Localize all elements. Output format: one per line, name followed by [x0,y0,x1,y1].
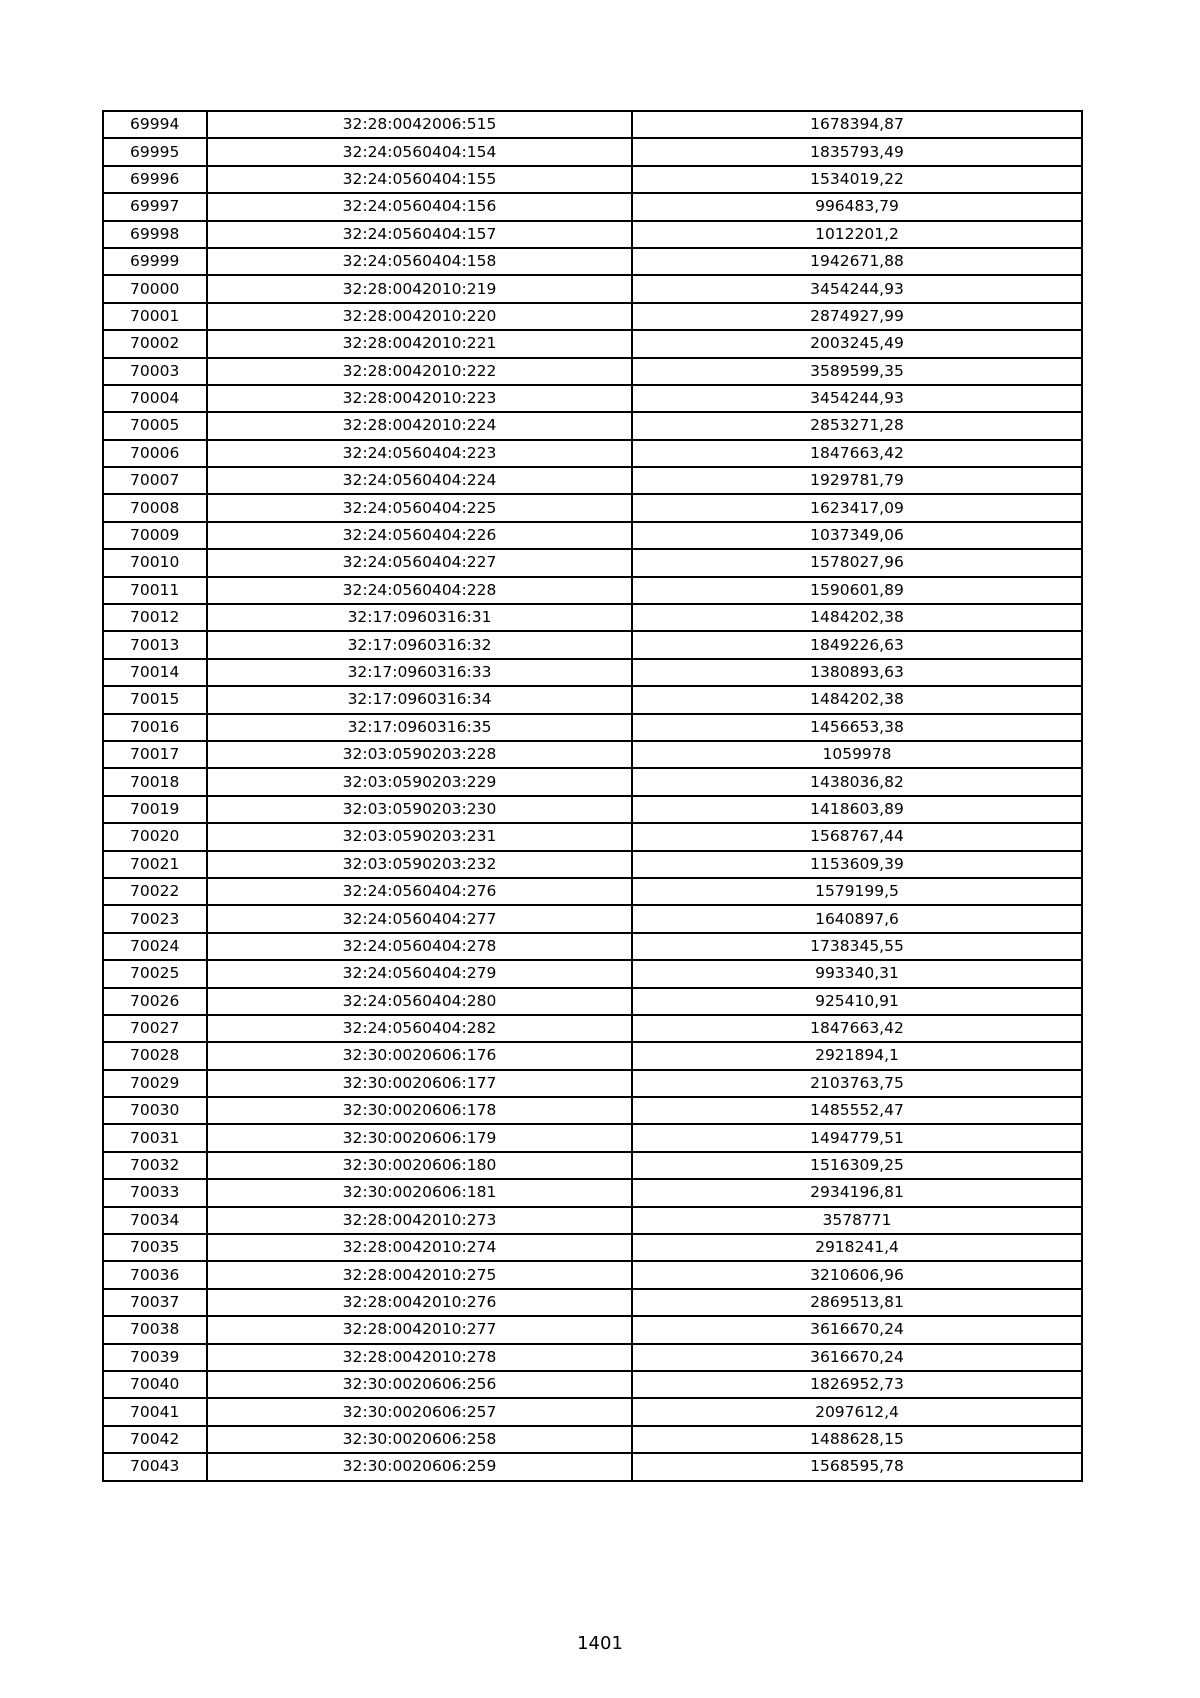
table-row [103,1371,1082,1398]
cadastral-value-cell: 1942671,88 [632,248,1082,275]
row-number-cell: 70030 [103,1097,207,1124]
cadastral-number-cell: 32:24:0560404:278 [207,933,632,960]
row-number-cell: 69998 [103,221,207,248]
row-number-cell: 69997 [103,193,207,220]
cadastral-number-cell: 32:28:0042010:277 [207,1316,632,1343]
row-number-cell: 70038 [103,1316,207,1343]
table-row [103,1234,1082,1261]
cadastral-value-cell: 1578027,96 [632,549,1082,576]
cadastral-number-cell: 32:28:0042010:221 [207,330,632,357]
row-number-cell: 70036 [103,1261,207,1288]
row-number-cell: 70006 [103,440,207,467]
row-number-cell: 70026 [103,988,207,1015]
table-row [103,385,1082,412]
cadastral-number-cell: 32:17:0960316:34 [207,686,632,713]
cadastral-value-cell: 1579199,5 [632,878,1082,905]
table-row [103,138,1082,165]
cadastral-number-cell: 32:28:0042010:220 [207,303,632,330]
cadastral-number-cell: 32:28:0042010:224 [207,412,632,439]
cadastral-number-cell: 32:24:0560404:282 [207,1015,632,1042]
table-row [103,1124,1082,1151]
cadastral-value-cell: 1568595,78 [632,1453,1082,1480]
table-row [103,659,1082,686]
table-row [103,303,1082,330]
cadastral-number-cell: 32:17:0960316:33 [207,659,632,686]
cadastral-value-cell: 1456653,38 [632,714,1082,741]
cadastral-value-cell: 3616670,24 [632,1344,1082,1371]
row-number-cell: 70012 [103,604,207,631]
cadastral-value-cell: 2003245,49 [632,330,1082,357]
row-number-cell: 70021 [103,851,207,878]
cadastral-number-cell: 32:03:0590203:228 [207,741,632,768]
table-row [103,905,1082,932]
table-row [103,1289,1082,1316]
cadastral-number-cell: 32:24:0560404:277 [207,905,632,932]
cadastral-value-cell: 1516309,25 [632,1152,1082,1179]
cadastral-number-cell: 32:03:0590203:232 [207,851,632,878]
cadastral-number-cell: 32:28:0042010:219 [207,275,632,302]
cadastral-number-cell: 32:28:0042006:515 [207,111,632,138]
cadastral-number-cell: 32:28:0042010:223 [207,385,632,412]
table-row [103,1344,1082,1371]
row-number-cell: 70033 [103,1179,207,1206]
cadastral-value-cell: 1534019,22 [632,166,1082,193]
table-row [103,741,1082,768]
cadastral-number-cell: 32:24:0560404:227 [207,549,632,576]
row-number-cell: 69995 [103,138,207,165]
cadastral-number-cell: 32:24:0560404:223 [207,440,632,467]
cadastral-value-cell: 1488628,15 [632,1426,1082,1453]
row-number-cell: 69999 [103,248,207,275]
table-row [103,714,1082,741]
cadastral-value-cell: 1847663,42 [632,1015,1082,1042]
cadastral-value-cell: 1059978 [632,741,1082,768]
cadastral-value-cell: 2869513,81 [632,1289,1082,1316]
cadastral-value-cell: 2097612,4 [632,1398,1082,1425]
row-number-cell: 70031 [103,1124,207,1151]
cadastral-number-cell: 32:28:0042010:276 [207,1289,632,1316]
cadastral-value-cell: 1929781,79 [632,467,1082,494]
row-number-cell: 70032 [103,1152,207,1179]
cadastral-value-cell: 3616670,24 [632,1316,1082,1343]
cadastral-value-cell: 3454244,93 [632,385,1082,412]
cadastral-value-cell: 1494779,51 [632,1124,1082,1151]
cadastral-value-cell: 3589599,35 [632,358,1082,385]
cadastral-number-cell: 32:24:0560404:276 [207,878,632,905]
table-row [103,796,1082,823]
row-number-cell: 70020 [103,823,207,850]
cadastral-value-cell: 3578771 [632,1207,1082,1234]
table-row [103,1042,1082,1069]
table-row [103,166,1082,193]
row-number-cell: 70028 [103,1042,207,1069]
cadastral-number-cell: 32:30:0020606:258 [207,1426,632,1453]
cadastral-number-cell: 32:28:0042010:278 [207,1344,632,1371]
table-row [103,851,1082,878]
row-number-cell: 70040 [103,1371,207,1398]
table-row [103,933,1082,960]
cadastral-number-cell: 32:03:0590203:231 [207,823,632,850]
row-number-cell: 70018 [103,768,207,795]
cadastral-value-cell: 925410,91 [632,988,1082,1015]
cadastral-number-cell: 32:17:0960316:35 [207,714,632,741]
cadastral-value-cell: 2853271,28 [632,412,1082,439]
cadastral-value-cell: 1640897,6 [632,905,1082,932]
cadastral-number-cell: 32:24:0560404:225 [207,494,632,521]
cadastral-number-cell: 32:03:0590203:230 [207,796,632,823]
row-number-cell: 70016 [103,714,207,741]
cadastral-value-cell: 1826952,73 [632,1371,1082,1398]
table-row [103,1070,1082,1097]
cadastral-number-cell: 32:30:0020606:179 [207,1124,632,1151]
cadastral-value-cell: 1738345,55 [632,933,1082,960]
row-number-cell: 70013 [103,631,207,658]
cadastral-value-cell: 1037349,06 [632,522,1082,549]
cadastral-value-table [102,110,1083,1482]
cadastral-number-cell: 32:30:0020606:256 [207,1371,632,1398]
table-row [103,193,1082,220]
cadastral-number-cell: 32:24:0560404:154 [207,138,632,165]
table-row [103,549,1082,576]
row-number-cell: 70001 [103,303,207,330]
table-row [103,1426,1082,1453]
table-row [103,440,1082,467]
row-number-cell: 70005 [103,412,207,439]
row-number-cell: 70043 [103,1453,207,1480]
cadastral-number-cell: 32:03:0590203:229 [207,768,632,795]
table-row [103,111,1082,138]
row-number-cell: 70034 [103,1207,207,1234]
table-row [103,631,1082,658]
cadastral-value-cell: 3210606,96 [632,1261,1082,1288]
cadastral-value-cell: 1623417,09 [632,494,1082,521]
cadastral-value-cell: 1012201,2 [632,221,1082,248]
cadastral-number-cell: 32:30:0020606:257 [207,1398,632,1425]
cadastral-value-cell: 3454244,93 [632,275,1082,302]
row-number-cell: 70014 [103,659,207,686]
row-number-cell: 69996 [103,166,207,193]
cadastral-value-cell: 1484202,38 [632,604,1082,631]
cadastral-number-cell: 32:24:0560404:158 [207,248,632,275]
table-row [103,1015,1082,1042]
cadastral-number-cell: 32:24:0560404:279 [207,960,632,987]
cadastral-value-cell: 1485552,47 [632,1097,1082,1124]
cadastral-value-cell: 1484202,38 [632,686,1082,713]
cadastral-number-cell: 32:30:0020606:259 [207,1453,632,1480]
table-row [103,960,1082,987]
cadastral-number-cell: 32:28:0042010:273 [207,1207,632,1234]
page-number: 1401 [577,1633,623,1654]
cadastral-number-cell: 32:30:0020606:178 [207,1097,632,1124]
row-number-cell: 70008 [103,494,207,521]
table-row [103,1261,1082,1288]
row-number-cell: 70027 [103,1015,207,1042]
row-number-cell: 70019 [103,796,207,823]
cadastral-value-cell: 1380893,63 [632,659,1082,686]
row-number-cell: 70041 [103,1398,207,1425]
row-number-cell: 70003 [103,358,207,385]
table-row [103,1207,1082,1234]
row-number-cell: 70023 [103,905,207,932]
table-row [103,1179,1082,1206]
cadastral-value-cell: 1568767,44 [632,823,1082,850]
row-number-cell: 70002 [103,330,207,357]
table-row [103,768,1082,795]
row-number-cell: 70024 [103,933,207,960]
table-row [103,221,1082,248]
cadastral-value-cell: 2918241,4 [632,1234,1082,1261]
cadastral-number-cell: 32:17:0960316:31 [207,604,632,631]
row-number-cell: 70010 [103,549,207,576]
cadastral-value-cell: 1849226,63 [632,631,1082,658]
table-row [103,522,1082,549]
table-row [103,823,1082,850]
cadastral-value-cell: 1835793,49 [632,138,1082,165]
cadastral-number-cell: 32:24:0560404:156 [207,193,632,220]
cadastral-number-cell: 32:30:0020606:177 [207,1070,632,1097]
cadastral-number-cell: 32:24:0560404:226 [207,522,632,549]
cadastral-value-cell: 1153609,39 [632,851,1082,878]
row-number-cell: 70042 [103,1426,207,1453]
cadastral-value-cell: 1438036,82 [632,768,1082,795]
cadastral-number-cell: 32:24:0560404:155 [207,166,632,193]
table-row [103,248,1082,275]
table-row [103,494,1082,521]
table-row [103,358,1082,385]
row-number-cell: 70025 [103,960,207,987]
row-number-cell: 70015 [103,686,207,713]
cadastral-value-cell: 2103763,75 [632,1070,1082,1097]
row-number-cell: 70037 [103,1289,207,1316]
table-row [103,1097,1082,1124]
cadastral-number-cell: 32:17:0960316:32 [207,631,632,658]
row-number-cell: 70004 [103,385,207,412]
cadastral-number-cell: 32:30:0020606:180 [207,1152,632,1179]
cadastral-number-cell: 32:24:0560404:157 [207,221,632,248]
cadastral-value-cell: 2921894,1 [632,1042,1082,1069]
row-number-cell: 70007 [103,467,207,494]
row-number-cell: 70022 [103,878,207,905]
row-number-cell: 70035 [103,1234,207,1261]
table-body [103,111,1082,1481]
table-row [103,1152,1082,1179]
table-row [103,1398,1082,1425]
table-row [103,275,1082,302]
table-row [103,577,1082,604]
cadastral-number-cell: 32:28:0042010:274 [207,1234,632,1261]
cadastral-number-cell: 32:24:0560404:280 [207,988,632,1015]
row-number-cell: 70029 [103,1070,207,1097]
table-row [103,412,1082,439]
table-row [103,988,1082,1015]
cadastral-number-cell: 32:28:0042010:222 [207,358,632,385]
row-number-cell: 69994 [103,111,207,138]
table-row [103,878,1082,905]
table-row [103,1453,1082,1480]
cadastral-value-cell: 993340,31 [632,960,1082,987]
table-row [103,330,1082,357]
row-number-cell: 70039 [103,1344,207,1371]
row-number-cell: 70011 [103,577,207,604]
cadastral-value-cell: 996483,79 [632,193,1082,220]
row-number-cell: 70017 [103,741,207,768]
cadastral-value-cell: 1847663,42 [632,440,1082,467]
cadastral-value-cell: 1418603,89 [632,796,1082,823]
cadastral-value-cell: 2934196,81 [632,1179,1082,1206]
table-row [103,467,1082,494]
cadastral-value-cell: 2874927,99 [632,303,1082,330]
row-number-cell: 70000 [103,275,207,302]
cadastral-number-cell: 32:30:0020606:176 [207,1042,632,1069]
cadastral-number-cell: 32:28:0042010:275 [207,1261,632,1288]
row-number-cell: 70009 [103,522,207,549]
table-row [103,686,1082,713]
table-row [103,1316,1082,1343]
table-row [103,604,1082,631]
cadastral-number-cell: 32:24:0560404:224 [207,467,632,494]
cadastral-number-cell: 32:30:0020606:181 [207,1179,632,1206]
cadastral-number-cell: 32:24:0560404:228 [207,577,632,604]
cadastral-value-cell: 1678394,87 [632,111,1082,138]
cadastral-value-cell: 1590601,89 [632,577,1082,604]
